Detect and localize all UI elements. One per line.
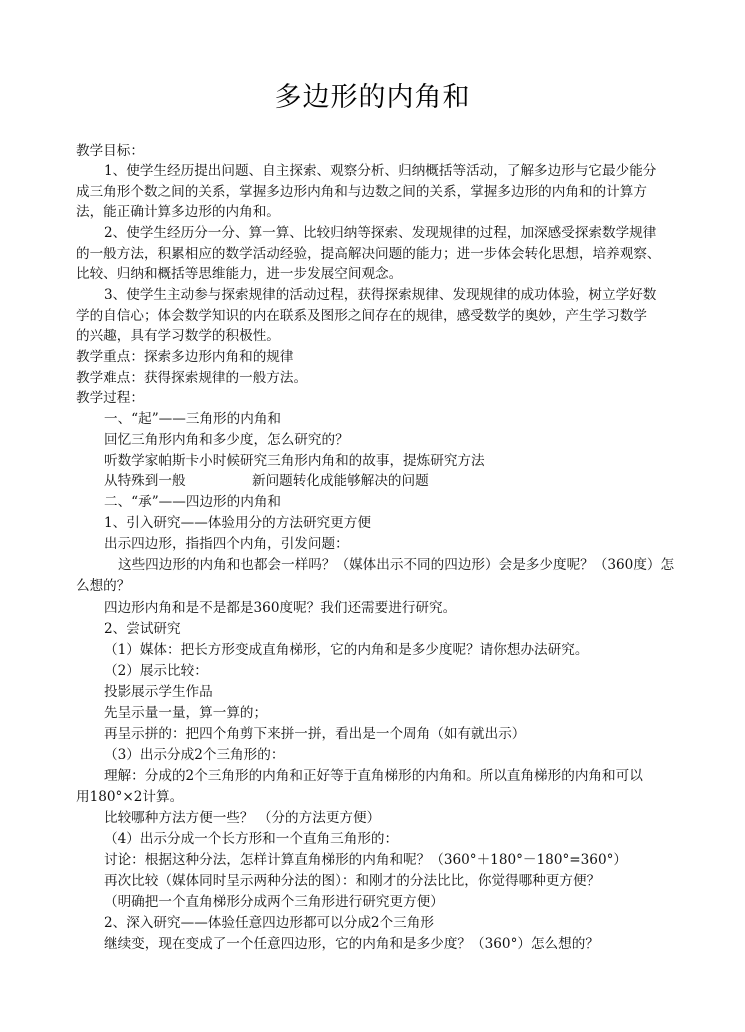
text-line: 教学难点：获得探索规律的一般方法。 <box>76 370 308 386</box>
text-line: （2）展示比较： <box>104 663 208 679</box>
text-line: 一、“起”——三角形的内角和 <box>104 411 282 427</box>
text-line: （1）媒体：把长方形变成直角梯形，它的内角和是多少度呢？请你想办法研究。 <box>104 642 589 658</box>
text-line: 回忆三角形内角和多少度，怎么研究的？ <box>104 432 349 448</box>
text-line: 1、引入研究——体验用分的方法研究更方便 <box>104 515 371 531</box>
text-line: 2、深入研究——体验任意四边形都可以分成2个三角形 <box>104 915 434 931</box>
text-line: 再呈示拼的：把四个角剪下来拼一拼，看出是一个周角（如有就出示） <box>104 726 526 742</box>
text-line: 的兴趣，具有学习数学的积极性。 <box>76 328 280 344</box>
document-title: 多边形的内角和 <box>274 82 471 113</box>
text-line: 1、使学生经历提出问题、自主探索、观察分析、归纳概括等活动，了解多边形与它最少能分 <box>104 163 657 179</box>
text-line: 听数学家帕斯卡小时候研究三角形内角和的故事，提炼研究方法 <box>104 453 485 469</box>
text-line: （4）出示分成一个长方形和一个直角三角形的： <box>104 831 399 847</box>
text-line: 四边形内角和是不是都是360度呢？我们还需要进行研究。 <box>104 600 457 616</box>
text-line: 教学过程： <box>76 390 144 406</box>
text-line: 继续变，现在变成了一个任意四边形，它的内角和是多少度？（360°）怎么想的？ <box>104 936 599 952</box>
text-line: 用180°×2计算。 <box>76 789 184 805</box>
text-line: 么想的？ <box>76 578 131 594</box>
text-line: 法，能正确计算多边形的内角和。 <box>76 204 280 220</box>
text-line: 这些四边形的内角和也都会一样吗？（媒体出示不同的四边形）会是多少度呢？（360度）怎 <box>118 557 675 573</box>
text-line: 成三角形个数之间的关系，掌握多边形内角和与边数之间的关系，掌握多边形的内角和的计算方 <box>76 184 647 200</box>
text-line: 的一般方法，积累相应的数学活动经验，提高解决问题的能力；进一步体会转化思想，培养观察、 <box>76 246 661 262</box>
text-line: （3）出示分成2个三角形的： <box>104 747 285 763</box>
text-line: 讨论：根据这种分法，怎样计算直角梯形的内角和呢？（360°＋180°－180°=360°） <box>104 852 627 868</box>
text-line: 学的自信心；体会数学知识的内在联系及图形之间存在的规律，感受数学的奥妙，产生学习数学 <box>76 308 647 324</box>
text-line: 比较哪种方法方便一些？ （分的方法更方便） <box>104 810 381 826</box>
text-line: 2、使学生经历分一分、算一算、比较归纳等探索、发现规律的过程，加深感受探索数学规律 <box>104 225 657 241</box>
text-line: 教学重点：探索多边形内角和的规律 <box>76 349 294 365</box>
text-line: 教学目标： <box>76 143 144 159</box>
text-line: 再次比较（媒体同时呈示两种分法的图）：和刚才的分法比比，你觉得哪种更方便？ <box>104 873 601 889</box>
text-line: （明确把一个直角梯形分成两个三角形进行研究更方便） <box>104 894 444 910</box>
text-line: 比较、归纳和概括等思维能力，进一步发展空间观念。 <box>76 266 403 282</box>
text-line: 2、尝试研究 <box>104 621 181 637</box>
text-line: 二、“承”——四边形的内角和 <box>104 494 282 510</box>
method-row-left: 从特殊到一般 <box>104 473 186 489</box>
text-line: 投影展示学生作品 <box>104 684 213 700</box>
text-line: 先呈示量一量，算一算的； <box>104 705 268 721</box>
text-line: 3、使学生主动参与探索规律的活动过程，获得探索规律、发现规律的成功体验，树立学好数 <box>104 287 657 303</box>
method-row-right: 新问题转化成能够解决的问题 <box>252 473 429 489</box>
text-line: 出示四边形，指指四个内角，引发问题： <box>104 536 349 552</box>
text-line: 理解：分成的2个三角形的内角和正好等于直角梯形的内角和。所以直角梯形的内角和可以 <box>104 768 643 784</box>
